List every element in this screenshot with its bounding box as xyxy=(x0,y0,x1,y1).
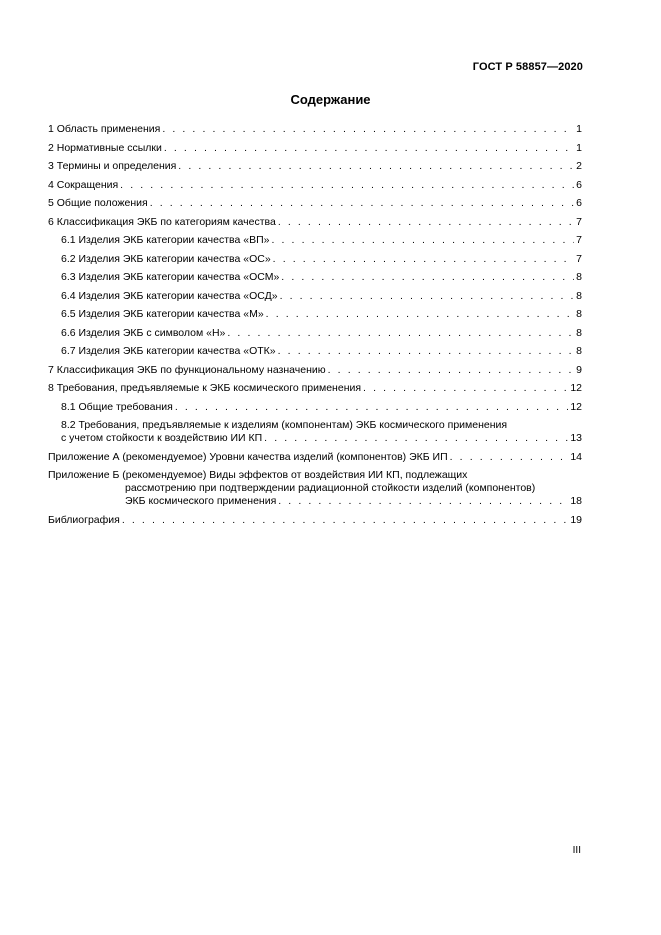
dot-leader xyxy=(162,123,574,136)
toc-entry-7[interactable] xyxy=(48,364,582,377)
toc-page: 2 xyxy=(576,160,582,172)
toc-page: 8 xyxy=(576,308,582,320)
dot-leader xyxy=(278,495,568,508)
toc-page: 1 xyxy=(576,123,582,135)
dot-leader xyxy=(122,514,568,527)
dot-leader xyxy=(175,401,568,414)
toc-label-line-2: рассмотрению при подтверждении радиационной стойкости изделий (компонентов) xyxy=(125,482,536,494)
toc-page: 19 xyxy=(570,513,582,526)
document-code: ГОСТ Р 58857—2020 xyxy=(472,61,583,73)
toc-entry-bibliography[interactable] xyxy=(48,514,582,527)
toc-entry-6-3[interactable] xyxy=(48,271,582,284)
toc-label: 6 Классификация ЭКБ по категориям качества xyxy=(48,215,276,228)
toc-page: 8 xyxy=(576,326,582,339)
toc-label: с учетом стойкости к воздействию ИИ КП xyxy=(61,432,263,444)
dot-leader xyxy=(281,271,574,284)
toc-label: 8 Требования, предъявляемые к ЭКБ космического применения xyxy=(48,382,362,394)
toc-label: 6.1 Изделия ЭКБ категории качества «ВП» xyxy=(61,234,270,246)
toc-entry-6-5[interactable] xyxy=(48,308,582,321)
toc-page: 7 xyxy=(576,252,582,265)
toc-entry-8-1[interactable] xyxy=(48,401,582,414)
toc-page: 8 xyxy=(576,345,582,357)
toc-entry-8-2[interactable] xyxy=(48,419,582,445)
toc-label: 6.7 Изделия ЭКБ категории качества «ОТК» xyxy=(61,345,276,357)
toc-label-line-1: Приложение Б (рекомендуемое) Виды эффектов от воздействия ИИ КП, подлежащих xyxy=(48,469,468,481)
toc-page: 8 xyxy=(576,289,582,302)
toc-label: 6.5 Изделия ЭКБ категории качества «М» xyxy=(61,308,264,320)
toc-page: 9 xyxy=(576,363,582,376)
toc-entry-4[interactable] xyxy=(48,179,582,192)
toc-entry-2[interactable] xyxy=(48,142,582,155)
toc-page: 12 xyxy=(570,400,582,413)
toc-entry-6-1[interactable] xyxy=(48,234,582,247)
page-title: Содержание xyxy=(290,92,371,107)
toc-entry-3[interactable] xyxy=(48,160,582,173)
toc-entry-6-2[interactable] xyxy=(48,253,582,266)
toc-label: 1 Область применения xyxy=(48,123,161,135)
page-number: III xyxy=(572,845,581,856)
toc-label: 6.2 Изделия ЭКБ категории качества «ОС» xyxy=(61,252,271,265)
toc-label: 7 Классификация ЭКБ по функциональному назначению xyxy=(48,363,326,376)
toc-page: 18 xyxy=(570,495,582,507)
toc-label: 6.3 Изделия ЭКБ категории качества «ОСМ» xyxy=(61,271,280,283)
toc-label: 6.6 Изделия ЭКБ с символом «Н» xyxy=(61,326,226,339)
toc-entry-6[interactable] xyxy=(48,216,582,229)
dot-leader xyxy=(178,160,574,173)
dot-leader xyxy=(271,234,574,247)
toc-page: 8 xyxy=(576,271,582,283)
toc-page: 14 xyxy=(570,450,582,463)
toc-entry-5[interactable] xyxy=(48,197,582,210)
toc-page: 6 xyxy=(576,197,582,209)
toc-label: 3 Термины и определения xyxy=(48,160,177,172)
toc-label: 8.1 Общие требования xyxy=(61,400,173,413)
dot-leader xyxy=(164,142,574,155)
toc-entry-6-4[interactable] xyxy=(48,290,582,303)
toc-page: 7 xyxy=(576,234,582,246)
toc-page: 12 xyxy=(570,382,582,394)
toc-entry-6-6[interactable] xyxy=(48,327,582,340)
toc-label: 6.4 Изделия ЭКБ категории качества «ОСД» xyxy=(61,289,278,302)
toc-label: 2 Нормативные ссылки xyxy=(48,141,162,154)
toc-page: 13 xyxy=(570,432,582,444)
dot-leader xyxy=(280,290,575,303)
dot-leader xyxy=(278,216,574,229)
toc-page: 6 xyxy=(576,178,582,191)
toc-entry-appendix-a[interactable] xyxy=(48,451,582,464)
toc-label: Приложение А (рекомендуемое) Уровни качества изделий (компонентов) ЭКБ ИП xyxy=(48,450,448,463)
dot-leader xyxy=(273,253,574,266)
dot-leader xyxy=(450,451,569,464)
dot-leader xyxy=(363,382,568,395)
toc-label: 5 Общие положения xyxy=(48,197,148,209)
toc-page: 7 xyxy=(576,215,582,228)
toc-label-line-1: 8.2 Требования, предъявляемые к изделиям (компонентам) ЭКБ космического применения xyxy=(61,419,508,431)
toc-page: 1 xyxy=(576,141,582,154)
dot-leader xyxy=(227,327,574,340)
toc-entry-appendix-b[interactable] xyxy=(48,469,582,508)
toc-label: Библиография xyxy=(48,513,120,526)
toc-entry-6-7[interactable] xyxy=(48,345,582,358)
dot-leader xyxy=(120,179,574,192)
dot-leader xyxy=(264,432,568,445)
toc-label: 4 Сокращения xyxy=(48,178,119,191)
toc-entry-1[interactable] xyxy=(48,123,582,136)
toc-label: ЭКБ космического применения xyxy=(125,495,277,507)
table-of-contents xyxy=(48,123,582,532)
dot-leader xyxy=(150,197,574,210)
dot-leader xyxy=(328,364,575,377)
dot-leader xyxy=(278,345,575,358)
toc-entry-8[interactable] xyxy=(48,382,582,395)
dot-leader xyxy=(266,308,574,321)
